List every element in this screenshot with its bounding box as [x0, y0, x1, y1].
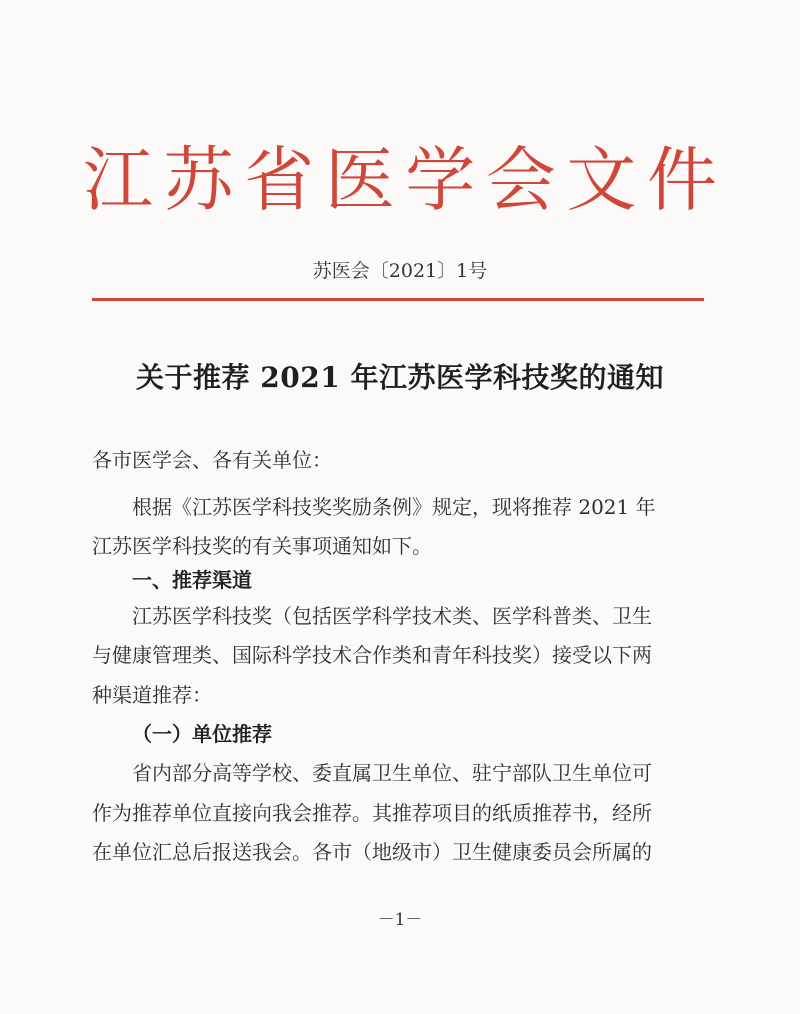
red-divider	[92, 298, 704, 301]
para-1-line-1: 江苏医学科技奖（包括医学科学技术类、医学科普类、卫生	[132, 604, 652, 628]
masthead-char: 医	[324, 139, 395, 221]
intro-line-1: 根据《江苏医学科技奖奖励条例》规定，现将推荐 2021 年	[132, 495, 656, 519]
page-number: －1－	[377, 910, 423, 930]
masthead-char: 会	[485, 139, 556, 221]
para-2-line-3: 在单位汇总后报送我会。各市（地级市）卫生健康委员会所属的	[92, 840, 652, 864]
para-2-line-2: 作为推荐单位直接向我会推荐。其推荐项目的纸质推荐书，经所	[92, 801, 652, 825]
section-1-heading: 一、推荐渠道	[132, 568, 252, 592]
masthead-char: 江	[83, 139, 153, 221]
masthead-char: 学	[405, 139, 476, 221]
para-1-line-2: 与健康管理类、国际科学技术合作类和青年科技奖）接受以下两	[92, 643, 652, 667]
masthead-char: 件	[646, 139, 717, 221]
masthead-char: 苏	[163, 139, 234, 221]
masthead-title	[78, 138, 722, 222]
para-1-line-3: 种渠道推荐：	[92, 683, 212, 707]
document-number: 苏医会〔2021〕1号	[312, 260, 488, 282]
subsection-1-heading: （一）单位推荐	[132, 722, 272, 746]
masthead-char: 省	[244, 139, 315, 221]
document-title: 关于推荐 2021 年江苏医学科技奖的通知	[136, 361, 664, 394]
intro-line-2: 江苏医学科技奖的有关事项通知如下。	[92, 534, 432, 558]
masthead-char: 文	[566, 139, 637, 221]
salutation: 各市医学会、各有关单位：	[92, 448, 332, 472]
para-2-line-1: 省内部分高等学校、委直属卫生单位、驻宁部队卫生单位可	[132, 761, 652, 785]
